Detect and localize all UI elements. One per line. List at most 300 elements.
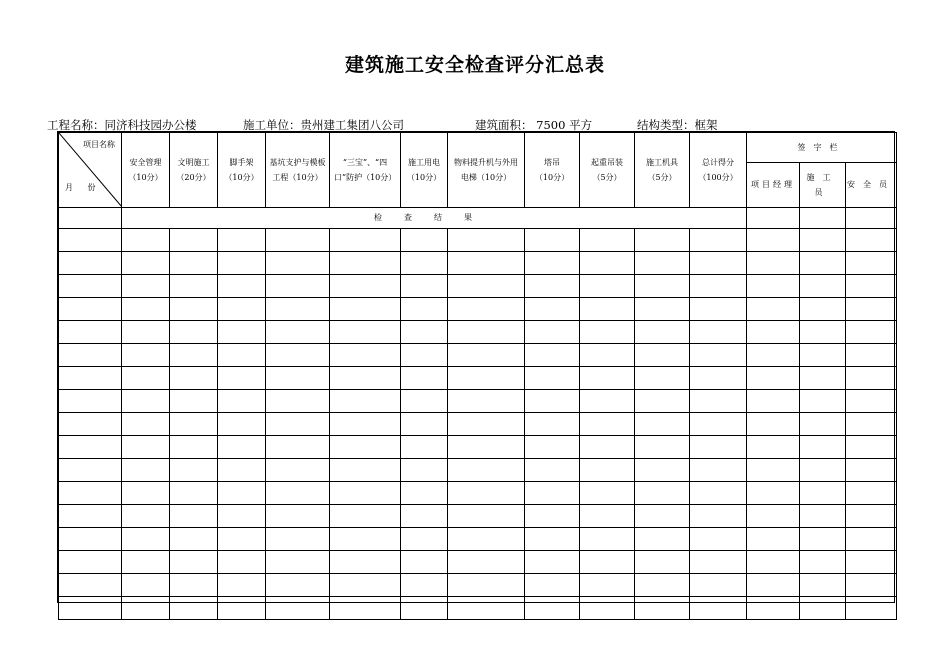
score-cell[interactable]: [747, 229, 800, 252]
score-cell[interactable]: [525, 298, 580, 321]
score-cell[interactable]: [580, 344, 635, 367]
score-cell[interactable]: [266, 344, 330, 367]
score-cell[interactable]: [266, 275, 330, 298]
col-header-tower-crane: 塔吊 （10分）: [525, 133, 580, 208]
score-cell[interactable]: [635, 413, 690, 436]
score-cell[interactable]: [747, 413, 800, 436]
score-cell[interactable]: [525, 390, 580, 413]
table-row: [59, 528, 897, 551]
score-cell[interactable]: [448, 252, 525, 275]
score-cell[interactable]: [580, 229, 635, 252]
score-cell[interactable]: [800, 275, 846, 298]
score-cell[interactable]: [635, 275, 690, 298]
score-cell[interactable]: [218, 551, 266, 574]
score-cell[interactable]: [266, 367, 330, 390]
score-cell[interactable]: [266, 229, 330, 252]
corner-header-cell: [59, 133, 122, 208]
score-cell[interactable]: [747, 505, 800, 528]
score-cell[interactable]: [747, 252, 800, 275]
score-cell[interactable]: [846, 321, 897, 344]
score-cell[interactable]: [800, 528, 846, 551]
project-name: 工程名称：同济科技园办公楼: [47, 118, 197, 132]
score-cell[interactable]: [448, 574, 525, 597]
score-cell[interactable]: [448, 229, 525, 252]
score-cell[interactable]: [330, 551, 401, 574]
table-row: [59, 574, 897, 597]
score-cell[interactable]: [846, 597, 897, 620]
score-cell[interactable]: [448, 298, 525, 321]
score-cell[interactable]: [170, 505, 218, 528]
month-cell[interactable]: [59, 229, 122, 252]
score-cell[interactable]: [266, 413, 330, 436]
table-row: [59, 229, 897, 252]
score-cell[interactable]: [330, 528, 401, 551]
col-header-foundation-pit: 基坑支护与模板工程（10分）: [266, 133, 330, 208]
score-cell[interactable]: [170, 413, 218, 436]
score-cell[interactable]: [170, 344, 218, 367]
score-cell[interactable]: [448, 551, 525, 574]
score-cell[interactable]: [747, 298, 800, 321]
score-cell[interactable]: [635, 367, 690, 390]
month-cell[interactable]: [59, 436, 122, 459]
month-cell[interactable]: [59, 597, 122, 620]
score-cell[interactable]: [800, 321, 846, 344]
signature-project-manager: 项目经理: [747, 163, 800, 208]
table-row: [59, 275, 897, 298]
score-cell[interactable]: [330, 321, 401, 344]
corner-month-label: 月 份: [65, 182, 102, 192]
score-cell[interactable]: [635, 344, 690, 367]
score-cell[interactable]: [330, 367, 401, 390]
score-cell[interactable]: [218, 436, 266, 459]
score-cell[interactable]: [330, 505, 401, 528]
score-cell[interactable]: [747, 436, 800, 459]
col-header-total-score: 总计得分 （100分）: [690, 133, 747, 208]
score-cell[interactable]: [401, 505, 448, 528]
score-cell[interactable]: [690, 574, 747, 597]
score-cell[interactable]: [635, 321, 690, 344]
score-cell[interactable]: [330, 436, 401, 459]
building-area: 建筑面积： 7500 平方: [475, 118, 593, 132]
score-cell[interactable]: [800, 574, 846, 597]
score-cell[interactable]: [690, 229, 747, 252]
score-cell[interactable]: [846, 505, 897, 528]
score-cell[interactable]: [266, 528, 330, 551]
score-cell[interactable]: [525, 597, 580, 620]
score-cell[interactable]: [690, 459, 747, 482]
score-cell[interactable]: [580, 551, 635, 574]
score-cell[interactable]: [747, 321, 800, 344]
score-cell[interactable]: [170, 436, 218, 459]
score-cell[interactable]: [448, 436, 525, 459]
score-cell[interactable]: [330, 252, 401, 275]
score-cell[interactable]: [747, 390, 800, 413]
score-cell[interactable]: [580, 390, 635, 413]
month-cell[interactable]: [59, 275, 122, 298]
score-cell[interactable]: [846, 459, 897, 482]
score-cell[interactable]: [448, 367, 525, 390]
score-cell[interactable]: [218, 321, 266, 344]
score-cell[interactable]: [170, 482, 218, 505]
score-cell[interactable]: [170, 574, 218, 597]
results-sign-cell[interactable]: [747, 208, 800, 229]
month-cell[interactable]: [59, 321, 122, 344]
score-cell[interactable]: [690, 321, 747, 344]
score-cell[interactable]: [525, 275, 580, 298]
score-cell[interactable]: [448, 482, 525, 505]
score-cell[interactable]: [266, 551, 330, 574]
score-cell[interactable]: [800, 252, 846, 275]
score-cell[interactable]: [401, 436, 448, 459]
month-cell[interactable]: [59, 344, 122, 367]
score-cell[interactable]: [846, 298, 897, 321]
score-cell[interactable]: [635, 459, 690, 482]
structure-type: 结构类型：框架: [637, 118, 718, 132]
score-cell[interactable]: [747, 275, 800, 298]
score-cell[interactable]: [800, 482, 846, 505]
score-cell[interactable]: [747, 597, 800, 620]
month-cell[interactable]: [59, 252, 122, 275]
col-header-machinery: 施工机具 （5分）: [635, 133, 690, 208]
score-cell[interactable]: [266, 505, 330, 528]
score-cell[interactable]: [580, 298, 635, 321]
score-cell[interactable]: [330, 574, 401, 597]
score-cell[interactable]: [690, 505, 747, 528]
score-cell[interactable]: [525, 574, 580, 597]
score-cell[interactable]: [747, 528, 800, 551]
corner-item-label: 项目名称: [83, 140, 115, 149]
month-cell[interactable]: [59, 390, 122, 413]
score-cell[interactable]: [525, 459, 580, 482]
col-header-hoist-elevator: 物料提升机与外用电梯（10分）: [448, 133, 525, 208]
score-summary-table: [58, 132, 897, 620]
score-cell[interactable]: [690, 413, 747, 436]
score-cell[interactable]: [401, 528, 448, 551]
month-cell[interactable]: [59, 551, 122, 574]
score-cell[interactable]: [580, 252, 635, 275]
score-cell[interactable]: [218, 252, 266, 275]
score-cell[interactable]: [218, 298, 266, 321]
col-header-scaffold: 脚手架 （10分）: [218, 133, 266, 208]
score-cell[interactable]: [635, 229, 690, 252]
score-cell[interactable]: [800, 505, 846, 528]
score-cell[interactable]: [122, 321, 170, 344]
score-cell[interactable]: [635, 390, 690, 413]
score-cell[interactable]: [747, 574, 800, 597]
score-cell[interactable]: [846, 344, 897, 367]
month-cell[interactable]: [59, 413, 122, 436]
score-cell[interactable]: [330, 275, 401, 298]
score-cell[interactable]: [525, 252, 580, 275]
score-cell[interactable]: [401, 367, 448, 390]
score-cell[interactable]: [266, 298, 330, 321]
score-cell[interactable]: [448, 505, 525, 528]
score-cell[interactable]: [170, 367, 218, 390]
score-cell[interactable]: [580, 597, 635, 620]
score-cell[interactable]: [122, 298, 170, 321]
score-cell[interactable]: [218, 275, 266, 298]
score-cell[interactable]: [580, 275, 635, 298]
score-cell[interactable]: [846, 275, 897, 298]
score-cell[interactable]: [690, 390, 747, 413]
score-cell[interactable]: [525, 505, 580, 528]
score-cell[interactable]: [401, 597, 448, 620]
score-cell[interactable]: [218, 574, 266, 597]
score-cell[interactable]: [401, 229, 448, 252]
score-cell[interactable]: [690, 275, 747, 298]
score-cell[interactable]: [401, 390, 448, 413]
score-cell[interactable]: [218, 482, 266, 505]
score-cell[interactable]: [122, 367, 170, 390]
score-cell[interactable]: [401, 413, 448, 436]
table-row: [59, 344, 897, 367]
score-cell[interactable]: [580, 413, 635, 436]
score-cell[interactable]: [122, 574, 170, 597]
score-cell[interactable]: [448, 344, 525, 367]
score-cell[interactable]: [580, 528, 635, 551]
table-row: [59, 551, 897, 574]
score-cell[interactable]: [218, 528, 266, 551]
score-cell[interactable]: [122, 482, 170, 505]
results-sign-cell[interactable]: [800, 208, 846, 229]
score-cell[interactable]: [401, 344, 448, 367]
score-cell[interactable]: [690, 298, 747, 321]
score-cell[interactable]: [170, 528, 218, 551]
score-cell[interactable]: [525, 367, 580, 390]
score-cell[interactable]: [122, 390, 170, 413]
col-header-civilized-construction: 文明施工 （20分）: [170, 133, 218, 208]
score-cell[interactable]: [800, 390, 846, 413]
score-cell[interactable]: [170, 551, 218, 574]
score-cell[interactable]: [448, 413, 525, 436]
col-header-three-treasures: “三宝”、“四口”防护（10分）: [330, 133, 401, 208]
score-cell[interactable]: [122, 229, 170, 252]
score-cell[interactable]: [525, 436, 580, 459]
col-header-safety-management: 安全管理 （10分）: [122, 133, 170, 208]
table-row: [59, 390, 897, 413]
score-cell[interactable]: [401, 482, 448, 505]
score-cell[interactable]: [266, 252, 330, 275]
score-cell[interactable]: [330, 459, 401, 482]
score-cell[interactable]: [401, 551, 448, 574]
results-label: 检查结果: [122, 208, 747, 229]
score-cell[interactable]: [635, 597, 690, 620]
score-cell[interactable]: [690, 367, 747, 390]
score-cell[interactable]: [401, 574, 448, 597]
score-cell[interactable]: [525, 528, 580, 551]
score-cell[interactable]: [747, 459, 800, 482]
score-cell[interactable]: [170, 229, 218, 252]
score-cell[interactable]: [846, 252, 897, 275]
score-cell[interactable]: [122, 436, 170, 459]
score-cell[interactable]: [800, 459, 846, 482]
score-cell[interactable]: [747, 482, 800, 505]
score-cell[interactable]: [747, 367, 800, 390]
score-cell[interactable]: [690, 252, 747, 275]
score-cell[interactable]: [800, 551, 846, 574]
score-cell[interactable]: [122, 459, 170, 482]
score-cell[interactable]: [401, 298, 448, 321]
results-month-cell[interactable]: [59, 208, 122, 229]
score-cell[interactable]: [122, 505, 170, 528]
table-row: [59, 321, 897, 344]
score-cell[interactable]: [800, 413, 846, 436]
score-cell[interactable]: [690, 482, 747, 505]
score-cell[interactable]: [580, 321, 635, 344]
score-cell[interactable]: [401, 459, 448, 482]
score-cell[interactable]: [580, 459, 635, 482]
contractor-name: 施工单位：贵州建工集团八公司: [243, 118, 404, 132]
score-cell[interactable]: [330, 344, 401, 367]
score-cell[interactable]: [266, 482, 330, 505]
score-cell[interactable]: [448, 390, 525, 413]
score-cell[interactable]: [846, 413, 897, 436]
score-cell[interactable]: [800, 229, 846, 252]
score-cell[interactable]: [800, 436, 846, 459]
score-cell[interactable]: [218, 459, 266, 482]
score-cell[interactable]: [580, 574, 635, 597]
score-cell[interactable]: [122, 528, 170, 551]
score-cell[interactable]: [266, 459, 330, 482]
table-row: [59, 459, 897, 482]
score-cell[interactable]: [218, 229, 266, 252]
table-row: [59, 482, 897, 505]
table-row: [59, 505, 897, 528]
score-cell[interactable]: [635, 551, 690, 574]
score-cell[interactable]: [266, 321, 330, 344]
col-header-electricity: 施工用电 （10分）: [401, 133, 448, 208]
score-cell[interactable]: [401, 252, 448, 275]
score-cell[interactable]: [846, 574, 897, 597]
score-cell[interactable]: [580, 436, 635, 459]
score-cell[interactable]: [401, 321, 448, 344]
signature-safety-officer: 安全员: [846, 163, 897, 208]
score-cell[interactable]: [170, 321, 218, 344]
month-cell[interactable]: [59, 574, 122, 597]
score-cell[interactable]: [170, 298, 218, 321]
score-cell[interactable]: [122, 597, 170, 620]
score-cell[interactable]: [580, 505, 635, 528]
score-cell[interactable]: [635, 574, 690, 597]
score-cell[interactable]: [218, 390, 266, 413]
score-cell[interactable]: [218, 413, 266, 436]
score-cell[interactable]: [580, 482, 635, 505]
score-cell[interactable]: [122, 413, 170, 436]
score-cell[interactable]: [635, 528, 690, 551]
score-cell[interactable]: [747, 551, 800, 574]
score-cell[interactable]: [330, 482, 401, 505]
score-cell[interactable]: [846, 528, 897, 551]
score-cell[interactable]: [635, 436, 690, 459]
score-cell[interactable]: [846, 551, 897, 574]
score-cell[interactable]: [800, 597, 846, 620]
score-cell[interactable]: [448, 597, 525, 620]
score-cell[interactable]: [448, 275, 525, 298]
score-cell[interactable]: [448, 528, 525, 551]
score-cell[interactable]: [170, 275, 218, 298]
score-cell[interactable]: [800, 298, 846, 321]
score-cell[interactable]: [170, 459, 218, 482]
score-cell[interactable]: [330, 298, 401, 321]
score-cell[interactable]: [525, 482, 580, 505]
month-cell[interactable]: [59, 367, 122, 390]
score-cell[interactable]: [170, 252, 218, 275]
score-cell[interactable]: [266, 390, 330, 413]
score-cell[interactable]: [218, 597, 266, 620]
score-cell[interactable]: [266, 597, 330, 620]
score-cell[interactable]: [800, 344, 846, 367]
score-cell[interactable]: [266, 574, 330, 597]
score-cell[interactable]: [218, 505, 266, 528]
score-cell[interactable]: [170, 597, 218, 620]
score-cell[interactable]: [690, 344, 747, 367]
score-cell[interactable]: [122, 275, 170, 298]
table-row: [59, 597, 897, 620]
score-cell[interactable]: [635, 298, 690, 321]
score-cell[interactable]: [690, 597, 747, 620]
score-cell[interactable]: [266, 436, 330, 459]
table-row: [59, 367, 897, 390]
score-cell[interactable]: [330, 413, 401, 436]
score-cell[interactable]: [218, 344, 266, 367]
score-cell[interactable]: [448, 321, 525, 344]
score-cell[interactable]: [846, 482, 897, 505]
col-header-lifting: 起重吊装 （5分）: [580, 133, 635, 208]
score-cell[interactable]: [580, 367, 635, 390]
month-cell[interactable]: [59, 298, 122, 321]
score-cell[interactable]: [330, 390, 401, 413]
score-cell[interactable]: [401, 275, 448, 298]
score-cell[interactable]: [122, 252, 170, 275]
month-cell[interactable]: [59, 505, 122, 528]
table-row: [59, 436, 897, 459]
score-cell[interactable]: [690, 436, 747, 459]
score-cell[interactable]: [800, 367, 846, 390]
score-cell[interactable]: [525, 413, 580, 436]
score-cell[interactable]: [690, 528, 747, 551]
signature-constructor: 施工员: [800, 163, 846, 208]
score-cell[interactable]: [525, 321, 580, 344]
table-row: [59, 252, 897, 275]
score-cell[interactable]: [122, 551, 170, 574]
month-cell[interactable]: [59, 482, 122, 505]
table-row: [59, 298, 897, 321]
month-cell[interactable]: [59, 459, 122, 482]
score-cell[interactable]: [846, 367, 897, 390]
score-cell[interactable]: [747, 344, 800, 367]
score-cell[interactable]: [170, 390, 218, 413]
score-cell[interactable]: [846, 436, 897, 459]
score-cell[interactable]: [448, 459, 525, 482]
score-cell[interactable]: [846, 390, 897, 413]
table-row: [59, 413, 897, 436]
score-cell[interactable]: [218, 367, 266, 390]
score-cell[interactable]: [525, 229, 580, 252]
score-cell[interactable]: [525, 344, 580, 367]
score-cell[interactable]: [846, 229, 897, 252]
score-cell[interactable]: [330, 597, 401, 620]
score-cell[interactable]: [525, 551, 580, 574]
month-cell[interactable]: [59, 528, 122, 551]
results-sign-cell[interactable]: [846, 208, 897, 229]
score-cell[interactable]: [635, 252, 690, 275]
score-cell[interactable]: [122, 344, 170, 367]
score-cell[interactable]: [635, 505, 690, 528]
score-cell[interactable]: [635, 482, 690, 505]
score-cell[interactable]: [690, 551, 747, 574]
score-cell[interactable]: [330, 229, 401, 252]
document-title: 建筑施工安全检查评分汇总表: [344, 54, 605, 76]
